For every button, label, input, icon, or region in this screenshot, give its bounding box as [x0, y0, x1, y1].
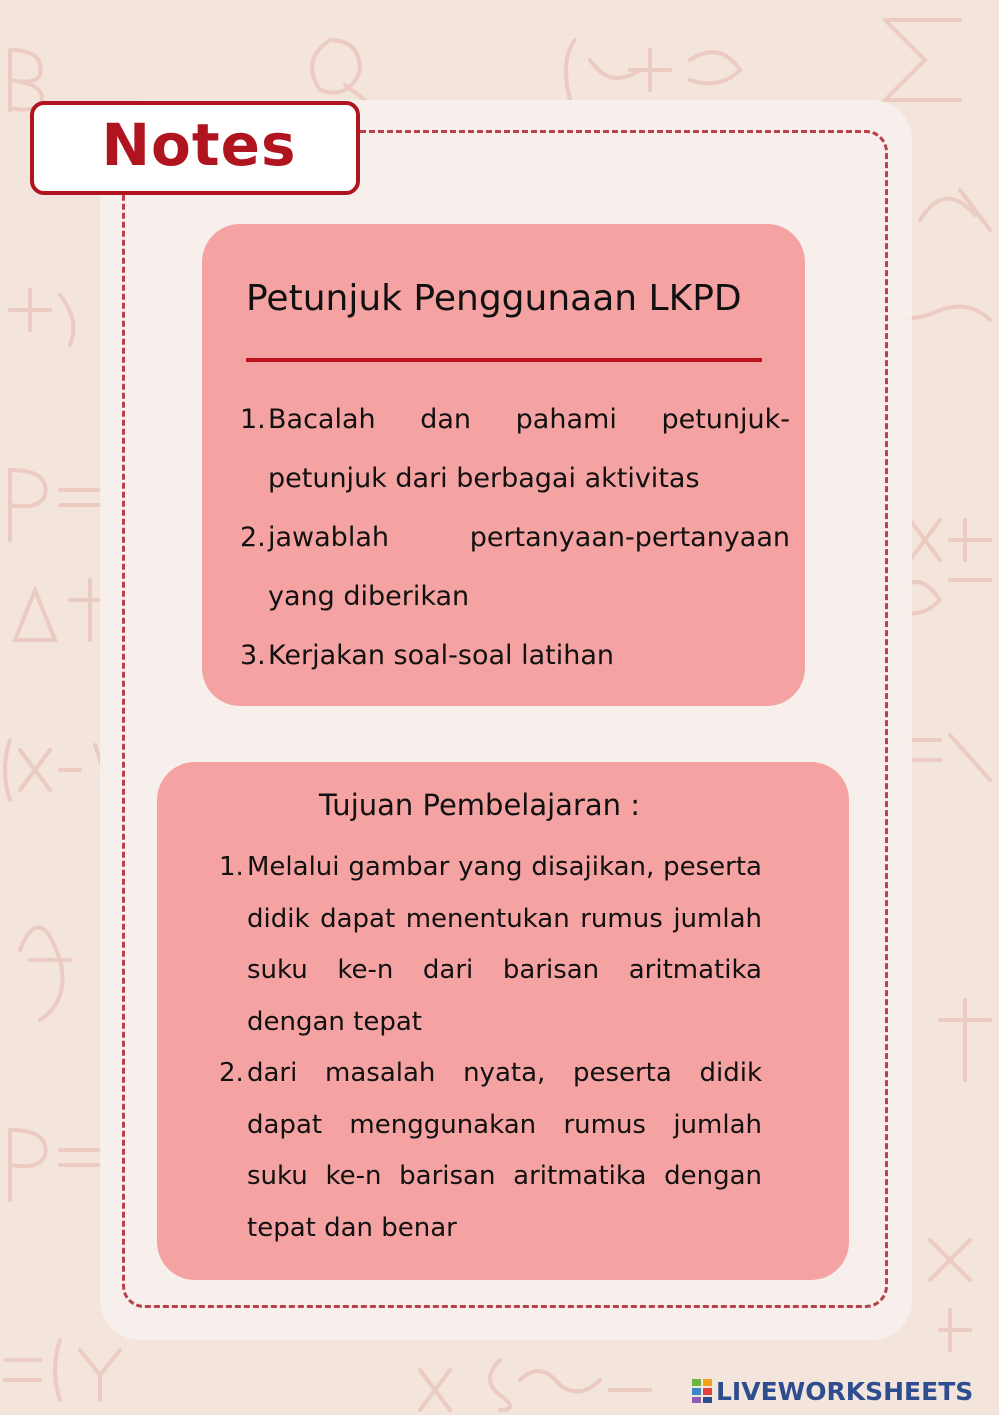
list-item — [219, 1048, 762, 1254]
instructions-title: Petunjuk Penggunaan LKPD — [246, 278, 742, 319]
list-text: Bacalah dan pahami petunjuk-petunjuk dari berbagai aktivitas — [268, 404, 790, 494]
list-number: 2. — [240, 522, 266, 553]
objectives-card — [157, 762, 849, 1280]
list-item — [240, 390, 790, 508]
list-number: 1. — [219, 852, 244, 882]
list-text: jawablah pertanyaan-pertanyaan yang diberikan — [268, 522, 790, 612]
list-text: dari masalah nyata, peserta didik dapat menggunakan rumus jumlah suku ke-n barisan aritmatika dengan tepat dan benar — [247, 1058, 762, 1243]
list-text: Kerjakan soal-soal latihan — [268, 640, 615, 671]
notes-title: Notes — [101, 111, 297, 179]
list-item — [240, 626, 790, 685]
liveworksheets-brand[interactable] — [692, 1376, 973, 1406]
list-number: 1. — [240, 404, 266, 435]
brand-text: LIVEWORKSHEETS — [716, 1376, 974, 1406]
list-text: Melalui gambar yang disajikan, peserta didik dapat menentukan rumus jumlah suku ke-n dari barisan aritmatika dengan tepat — [247, 852, 762, 1037]
liveworksheets-logo-icon — [692, 1379, 712, 1403]
list-item — [240, 508, 790, 626]
title-divider — [246, 358, 762, 362]
list-item — [219, 842, 762, 1048]
instructions-list — [240, 390, 790, 685]
list-number: 3. — [240, 640, 266, 671]
list-number: 2. — [219, 1058, 244, 1088]
notes-header-tab — [30, 101, 360, 195]
objectives-title: Tujuan Pembelajaran : — [319, 788, 641, 822]
objectives-list — [219, 842, 762, 1254]
instructions-card — [202, 224, 805, 706]
